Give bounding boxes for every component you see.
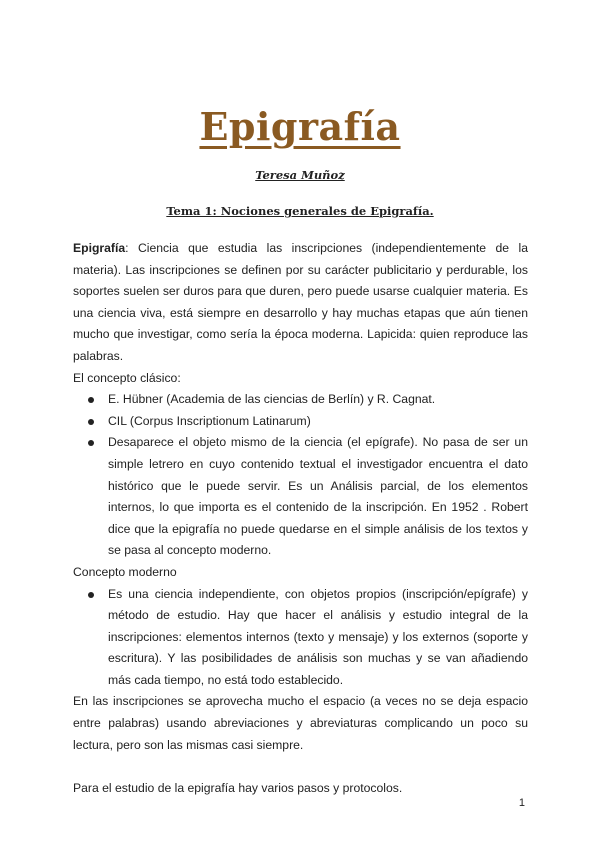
modern-list	[73, 584, 528, 692]
list-item	[73, 584, 528, 692]
intro-paragraph	[73, 238, 528, 368]
list-item-text: Es una ciencia independiente, con objetos propios (inscripción/epígrafe) y método de estudio. Hay que hacer el análisis y estudio integral de la inscripciones: elementos internos (texto y mensaje) y los externos (soporte y escritura). Y las posibilidades de análisis son muchas y se van añadiendo más cada tiempo, no está todo establecido.	[108, 586, 528, 687]
page-number: 1	[518, 797, 525, 809]
final-paragraph: Para el estudio de la epigrafía hay varios pasos y protocolos.	[73, 780, 403, 795]
topic-heading: Tema 1: Nociones generales de Epigrafía.	[166, 204, 434, 218]
bullet-icon	[88, 592, 94, 598]
classic-list	[73, 389, 528, 562]
bullet-icon	[88, 440, 94, 446]
space-paragraph: En las inscripciones se aprovecha mucho el espacio (a veces no se deja espacio entre palabras) usando abreviaciones y abreviaturas complicando un poco su lectura, pero son las mismas casi siempre.	[73, 694, 528, 752]
modern-heading: Concepto moderno	[73, 564, 177, 579]
classic-heading: El concepto clásico:	[73, 370, 181, 385]
bullet-icon	[88, 419, 94, 425]
list-item	[73, 389, 528, 411]
bullet-icon	[88, 397, 94, 403]
list-item	[73, 411, 528, 433]
list-item-text: CIL (Corpus Inscriptionum Latinarum)	[108, 413, 311, 428]
document-title: Epigrafía	[199, 104, 401, 149]
intro-text: : Ciencia que estudia las inscripciones (independientemente de la materia). Las inscripciones se definen por su carácter publicitario y perdurable, los soportes suelen ser duros para que duren, pero puede usarse cualquier materia. Es una ciencia viva, está siempre en desarrollo y hay muchas etapas que aún tienen mucho que investigar, como sería la época moderna. Lapicida: quien reproduce las palabras.	[73, 241, 528, 363]
document-body	[73, 238, 528, 799]
list-item	[73, 432, 528, 562]
list-item-text: E. Hübner (Academia de las ciencias de Berlín) y R. Cagnat.	[108, 392, 436, 407]
intro-term: Epigrafía	[73, 241, 126, 255]
paragraph-spacer	[73, 756, 528, 778]
document-author: Teresa Muñoz	[255, 168, 345, 182]
list-item-text: Desaparece el objeto mismo de la ciencia (el epígrafe). No pasa de ser un simple letrero en cuyo contenido textual el investigador encuentra el dato histórico que le puede servir. Es un Análisis parcial, de los elementos internos, lo que importa es el contenido de la inscripción. En 1952 . Robert dice que la epigrafía no puede quedarse en el simple análisis de los textos y se pasa al concepto moderno.	[108, 435, 528, 558]
